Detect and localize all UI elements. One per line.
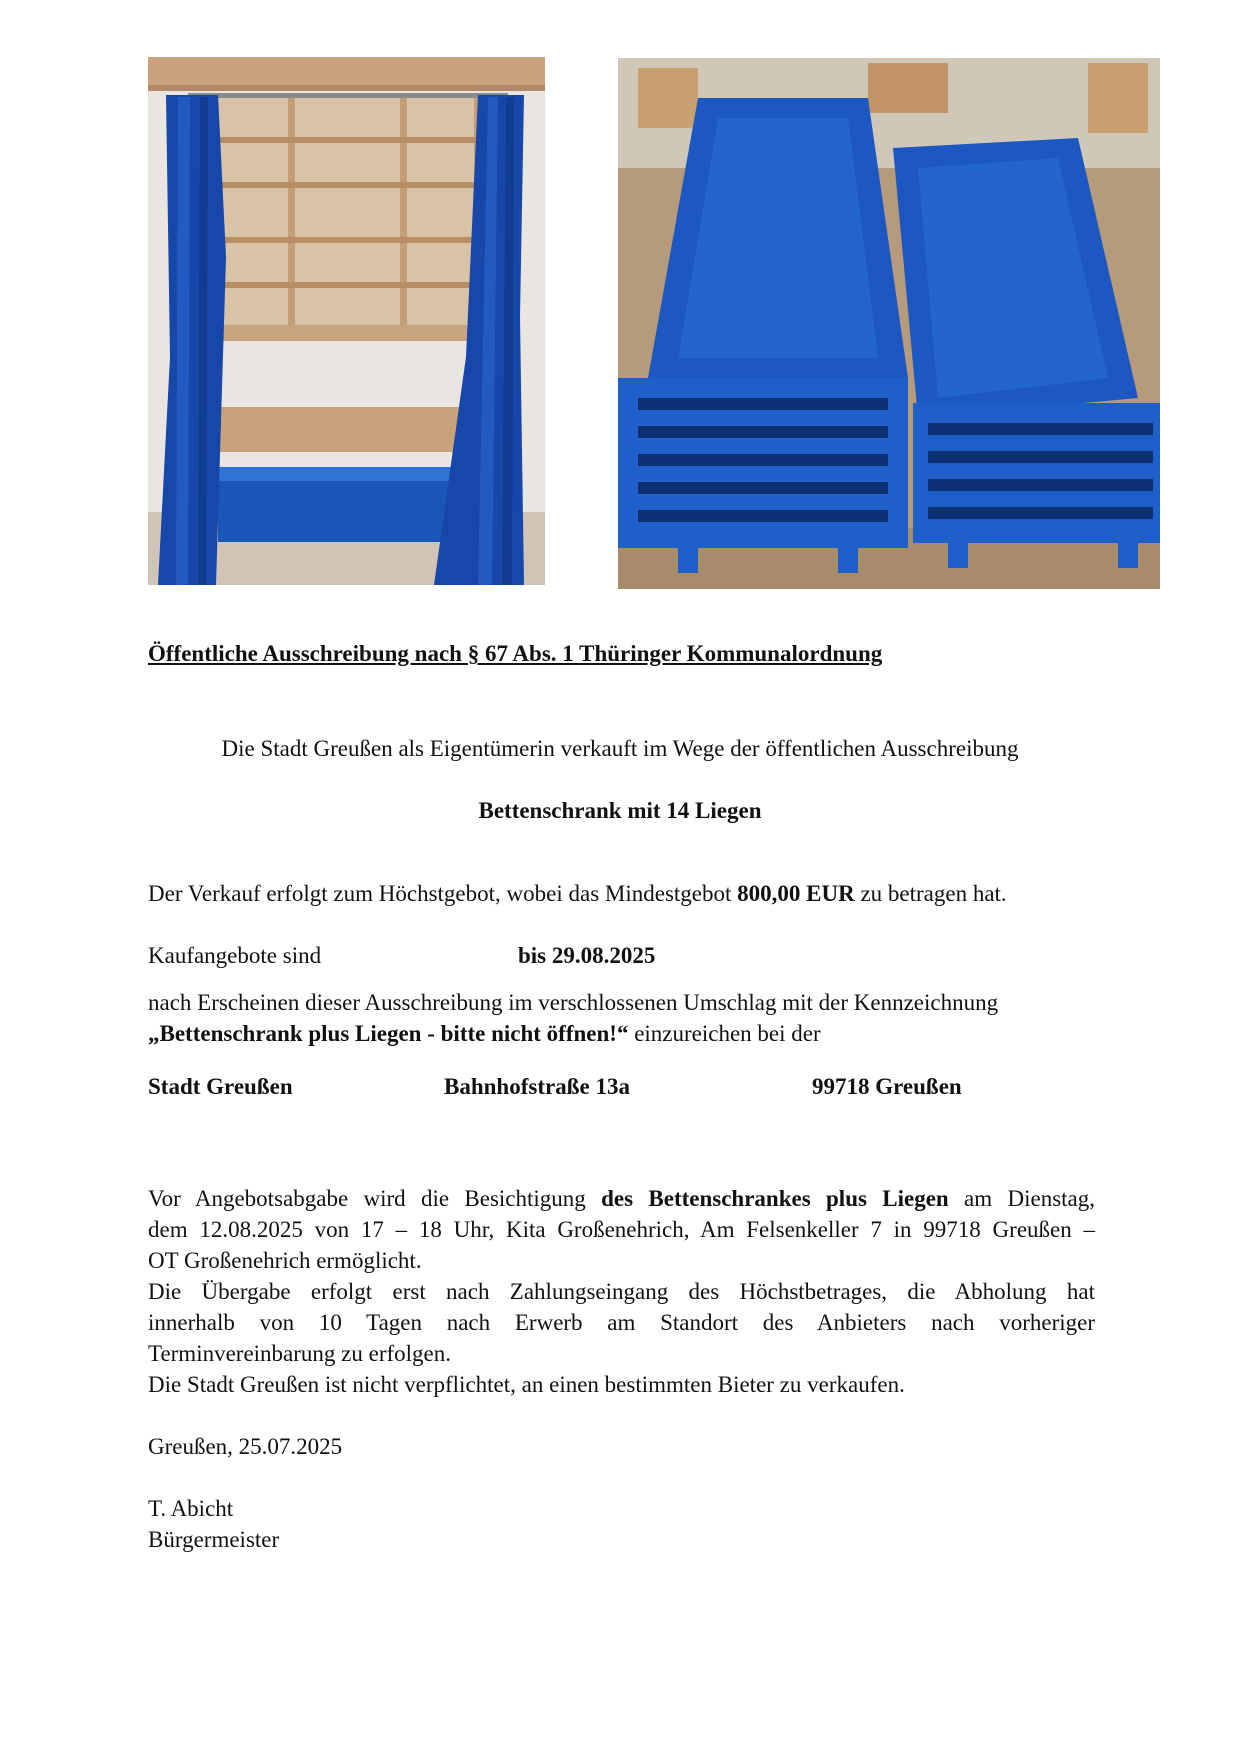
viewing-line-4: Die Übergabe erfolgt erst nach Zahlungseingang des Höchstbetrages, die Abholung hat bbox=[148, 1279, 1095, 1304]
viewing-l1-b: des Bettenschrankes plus Liegen bbox=[601, 1186, 949, 1211]
viewing-l1-c: am Dienstag, bbox=[948, 1186, 1095, 1211]
submission-line2-rest: einzureichen bei der bbox=[628, 1021, 821, 1046]
address-street: Bahnhofstraße 13a bbox=[444, 1074, 630, 1099]
viewing-paragraph bbox=[148, 1183, 1095, 1400]
address-city: 99718 Greußen bbox=[812, 1074, 962, 1099]
viewing-line-2: dem 12.08.2025 von 17 – 18 Uhr, Kita Großenehrich, Am Felsenkeller 7 in 99718 Greußen – bbox=[148, 1217, 1095, 1242]
intro-text: Die Stadt Greußen als Eigentümerin verkauft im Wege der öffentlichen Ausschreibung bbox=[221, 736, 1019, 761]
address-name: Stadt Greußen bbox=[148, 1074, 293, 1099]
signature-name: T. Abicht bbox=[148, 1496, 234, 1521]
item-title: Bettenschrank mit 14 Liegen bbox=[478, 798, 762, 823]
place-date: Greußen, 25.07.2025 bbox=[148, 1434, 343, 1459]
viewing-line-7: Die Stadt Greußen ist nicht verpflichtet, an einen bestimmten Bieter zu verkaufen. bbox=[148, 1372, 905, 1397]
submission-keyword: „Bettenschrank plus Liegen - bitte nicht öffnen!“ bbox=[148, 1021, 629, 1046]
viewing-line-1 bbox=[148, 1183, 1095, 1214]
submission-line1: nach Erscheinen dieser Ausschreibung im verschlossenen Umschlag mit der Kennzeichnung bbox=[148, 990, 999, 1015]
submission-line2 bbox=[148, 1018, 821, 1049]
deadline-label: Kaufangebote sind bbox=[148, 943, 322, 968]
sale-text-before: Der Verkauf erfolgt zum Höchstgebot, wobei das Mindestgebot bbox=[148, 881, 738, 906]
viewing-l1-a: Vor Angebotsabgabe wird die Besichtigung bbox=[148, 1186, 602, 1211]
page-title: Öffentliche Ausschreibung nach § 67 Abs. 1 Thüringer Kommunalordnung bbox=[148, 641, 883, 666]
sale-text bbox=[148, 878, 1007, 909]
sale-text-after: zu betragen hat. bbox=[854, 881, 1007, 906]
min-bid: 800,00 EUR bbox=[737, 881, 855, 906]
deadline-date: bis 29.08.2025 bbox=[518, 943, 656, 968]
cots-photo bbox=[618, 58, 1160, 589]
viewing-line-6: Terminvereinbarung zu erfolgen. bbox=[148, 1341, 452, 1366]
wardrobe-photo bbox=[148, 57, 545, 585]
viewing-line-3: OT Großenehrich ermöglicht. bbox=[148, 1248, 422, 1273]
signature-role: Bürgermeister bbox=[148, 1527, 280, 1552]
viewing-line-5: innerhalb von 10 Tagen nach Erwerb am Standort des Anbieters nach vorheriger bbox=[148, 1310, 1095, 1335]
